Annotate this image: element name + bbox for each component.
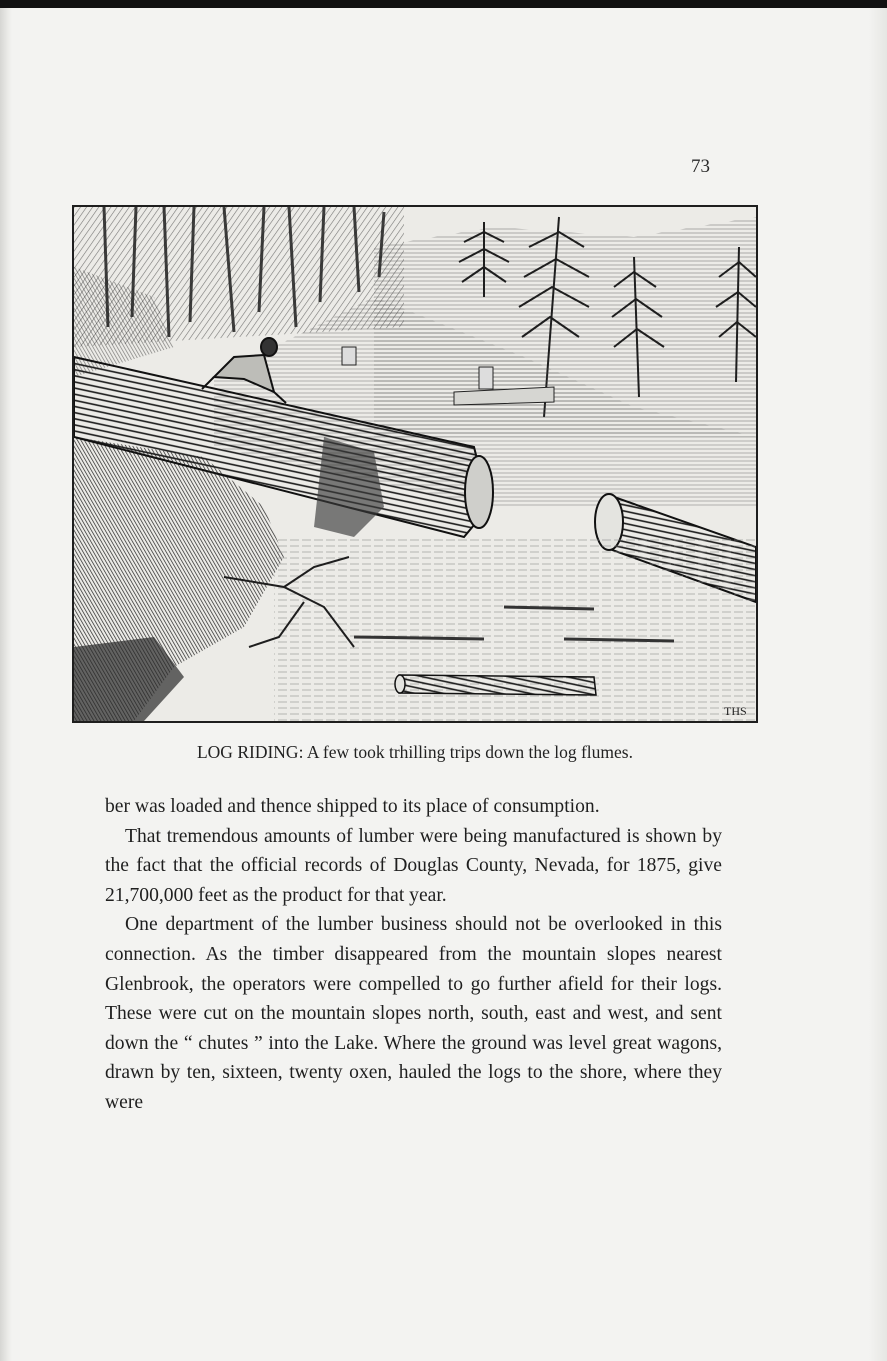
page-number: 73 <box>691 156 710 177</box>
book-page <box>0 8 887 1361</box>
floating-log-lower <box>395 675 596 695</box>
paragraph-continued: ber was loaded and thence shipped to its place of consumption. <box>105 796 600 817</box>
scan-top-edge <box>0 0 887 8</box>
page-edge <box>869 8 887 1361</box>
engraver-signature: THS <box>724 704 747 718</box>
log-riding-illustration <box>72 205 758 723</box>
figure-caption: LOG RIDING: A few took trhilling trips down the log flumes. <box>196 742 633 762</box>
page-gutter <box>0 8 12 1361</box>
body-text <box>105 792 722 1118</box>
engraving-drawing <box>74 207 756 721</box>
paragraph-lumber-business: One department of the lumber business should not be overlooked in this connection. As the timber disappeared from the mountain slopes nearest Glenbrook, the operators were compelled to go further afield for their logs. These were cut on the mountain slopes north, south, east and west, and sent down the “ chutes ” into the Lake. Where the ground was level great wagons, drawn by ten, sixteen, twenty oxen, hauled the logs to the shore, where they were <box>105 914 722 1113</box>
paragraph-lumber-records: That tremendous amounts of lumber were being manufactured is shown by the fact that the official records of Douglas County, Nevada, for 1875, give 21,700,000 feet as the product for that year. <box>105 825 722 906</box>
